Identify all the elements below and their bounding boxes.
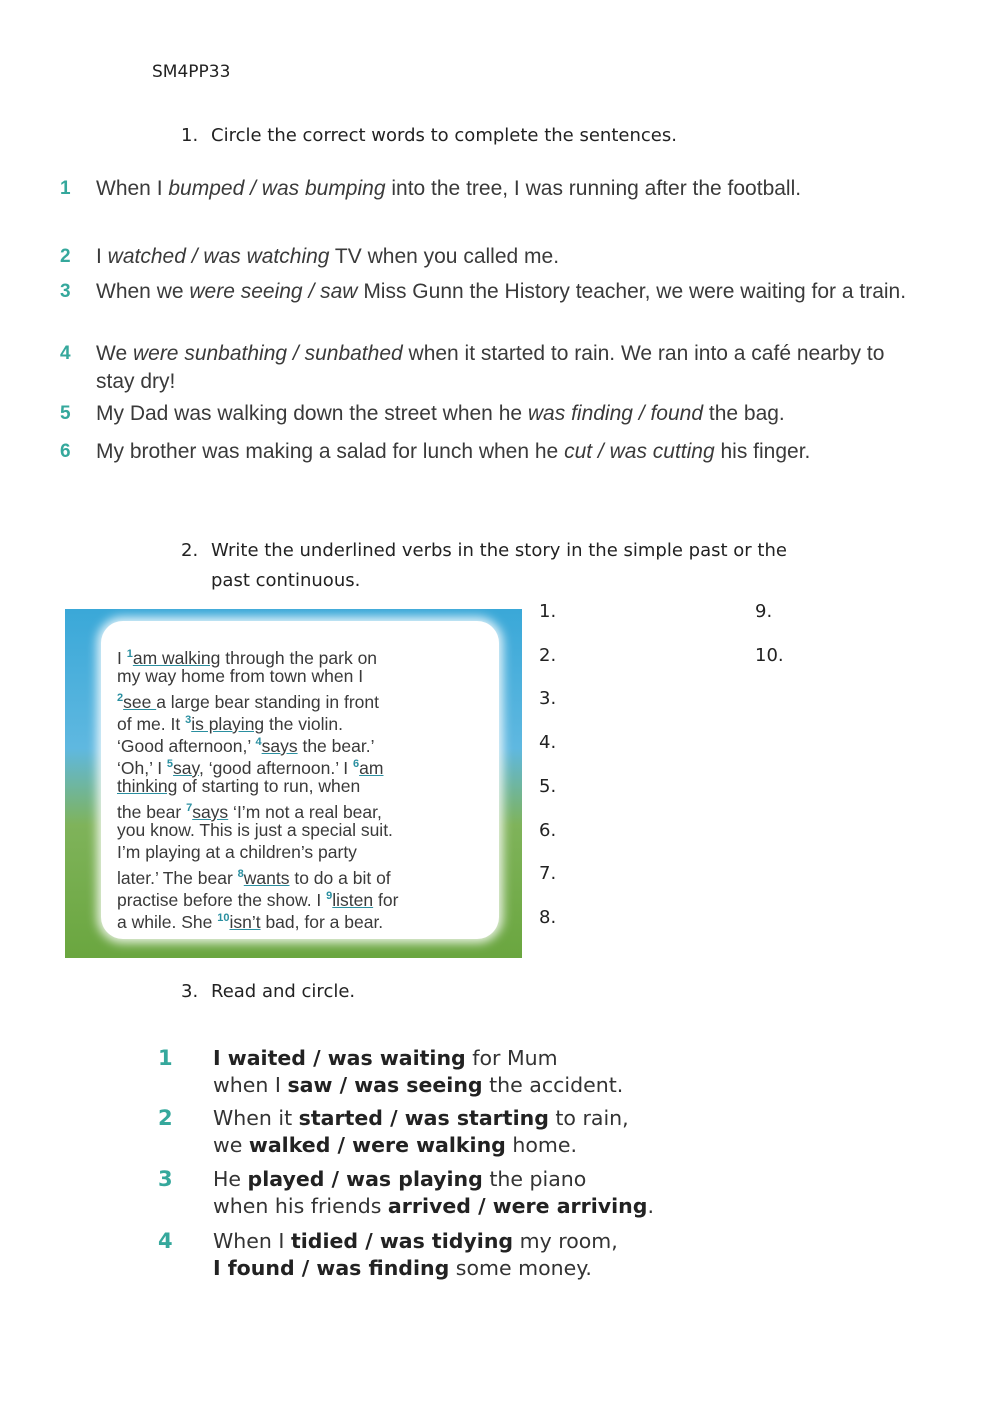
sentence-text: [96, 243, 926, 271]
story-line: [117, 665, 363, 687]
sentence-part: his finger.: [714, 440, 811, 463]
option-b[interactable]: sunbathed: [304, 342, 403, 365]
answer-blank-number[interactable]: 6.: [539, 819, 557, 841]
sentence-text: [96, 400, 926, 428]
plain-text: when his friends: [213, 1194, 388, 1218]
underlined-verb: am: [359, 757, 384, 778]
choice-options[interactable]: tidied / was tidying: [290, 1229, 514, 1253]
sentence-part: When I: [96, 177, 169, 200]
sentence-part: Miss Gunn the History teacher, we were waiting for a train.: [357, 280, 907, 303]
item-number: 2: [158, 1106, 173, 1130]
circle-item-text: [213, 1166, 933, 1220]
sentence-text: [96, 278, 926, 306]
plain-text: When I: [213, 1229, 291, 1253]
plain-text: When it: [213, 1106, 299, 1130]
choice-options[interactable]: played / was playing: [247, 1167, 483, 1191]
sentence-part: My brother was making a salad for lunch when he: [96, 440, 565, 463]
plain-text: we: [213, 1133, 249, 1157]
text-line: [213, 1132, 933, 1159]
underlined-verb: thinking: [117, 776, 178, 796]
story-text: ‘I’m not a real bear,: [228, 801, 382, 822]
story-text: bad, for a bear.: [260, 911, 384, 932]
story-line: [117, 775, 360, 797]
option-a[interactable]: were sunbathing: [132, 342, 288, 365]
underlined-verb: am walking: [132, 647, 221, 668]
plain-text: some money.: [449, 1256, 592, 1280]
sentence-text: [96, 438, 926, 466]
underlined-verb: says: [261, 735, 298, 756]
story-text: the violin.: [264, 713, 343, 734]
underlined-verb: say: [173, 757, 199, 778]
story-text: ‘Good afternoon,’: [117, 735, 256, 756]
verb-number: 8: [237, 868, 244, 880]
story-text: you know. This is just a special suit.: [117, 820, 393, 840]
sentence-part: the bag.: [703, 402, 785, 425]
story-text: the bear: [117, 801, 187, 822]
answer-blank-number[interactable]: 10.: [755, 644, 784, 666]
section1-instruction: [181, 125, 677, 146]
verb-number: 3: [185, 714, 192, 726]
option-b[interactable]: was watching: [203, 245, 330, 268]
plain-text: .: [647, 1194, 654, 1218]
option-separator: /: [302, 280, 321, 303]
story-text: I’m playing at a children’s party: [117, 842, 357, 862]
story-line: [117, 841, 357, 863]
underlined-verb: see: [123, 691, 157, 712]
choice-options[interactable]: walked / were walking: [248, 1133, 506, 1157]
plain-text: He: [213, 1167, 248, 1191]
item-number: 5: [60, 403, 71, 424]
verb-number: 10: [217, 912, 230, 924]
item-number: 6: [60, 441, 71, 462]
option-separator: /: [632, 402, 651, 425]
plain-text: when I: [213, 1073, 288, 1097]
text-line: [213, 1193, 933, 1220]
plain-text: to rain,: [548, 1106, 629, 1130]
text-line: [213, 1166, 933, 1193]
item-number: 3: [60, 281, 71, 302]
item-number: 4: [158, 1229, 173, 1253]
section1-instruction-text: Circle the correct words to complete the sentences.: [211, 125, 677, 146]
answer-blank-number[interactable]: 4.: [539, 732, 557, 754]
item-number: 2: [60, 246, 71, 267]
section2-instruction: [181, 540, 787, 561]
story-text: a while. She: [117, 911, 218, 932]
option-b[interactable]: found: [650, 402, 704, 425]
underlined-verb: isn’t: [229, 911, 261, 932]
story-text: I: [117, 647, 127, 668]
option-separator: /: [244, 177, 262, 200]
option-separator: /: [287, 342, 305, 365]
sentence-part: when it started to rain. We ran into a café nearby to stay dry!: [96, 342, 885, 393]
answer-blank-number[interactable]: 2.: [539, 644, 557, 666]
text-line: [213, 1072, 933, 1099]
story-text: a large bear standing in front: [156, 691, 379, 712]
document-code: SM4PP33: [152, 62, 231, 82]
choice-options[interactable]: I waited / was waiting: [213, 1046, 466, 1070]
section2-instruction-line1: Write the underlined verbs in the story in the simple past or the: [211, 540, 787, 561]
text-line: [213, 1255, 933, 1282]
plain-text: my room,: [513, 1229, 618, 1253]
answer-blank-number[interactable]: 5.: [539, 775, 557, 797]
option-separator: /: [185, 245, 204, 268]
section1-number: 1.: [181, 125, 199, 146]
answer-blank-number[interactable]: 9.: [755, 601, 773, 622]
sentence-text: [96, 175, 926, 203]
sentence-part: I: [96, 245, 108, 268]
answer-blank-number[interactable]: 7.: [539, 863, 557, 885]
option-a[interactable]: watched: [107, 245, 186, 268]
section2-instruction-line2: past continuous.: [211, 570, 361, 591]
sentence-part: We: [96, 342, 133, 365]
underlined-verb: is playing: [191, 713, 265, 734]
plain-text: home.: [505, 1133, 578, 1157]
story-card: [101, 621, 499, 939]
option-a[interactable]: cut: [564, 440, 593, 463]
verb-number: 1: [126, 648, 133, 660]
story-text: later.’ The bear: [117, 867, 238, 888]
option-a[interactable]: was finding: [527, 402, 633, 425]
verb-number: 9: [326, 890, 333, 902]
underlined-verb: says: [192, 801, 229, 822]
section3-number: 3.: [181, 981, 199, 1002]
choice-options[interactable]: saw / was seeing: [287, 1073, 483, 1097]
item-number: 4: [60, 343, 71, 364]
plain-text: for Mum: [465, 1046, 558, 1070]
sentence-part: My Dad was walking down the street when he: [96, 402, 528, 425]
option-b[interactable]: saw: [320, 280, 358, 303]
option-a[interactable]: bumped: [168, 177, 245, 200]
story-text: through the park on: [220, 647, 378, 668]
story-line: [117, 907, 383, 933]
story-text: my way home from town when I: [117, 666, 364, 686]
text-line: [213, 1105, 933, 1132]
story-text: ‘Oh,’ I: [117, 757, 167, 778]
item-number: 3: [158, 1167, 173, 1191]
plain-text: the piano: [482, 1167, 587, 1191]
verb-number: 2: [117, 692, 124, 704]
story-text: practise before the show. I: [117, 889, 327, 910]
circle-item-text: [213, 1228, 933, 1282]
sentence-part: TV when you called me.: [329, 245, 560, 268]
choice-options[interactable]: arrived / were arriving: [387, 1194, 648, 1218]
choice-options[interactable]: I found / was finding: [213, 1256, 450, 1280]
underlined-verb: wants: [243, 867, 290, 888]
text-line: [213, 1045, 933, 1072]
story-line: [117, 819, 393, 841]
verb-number: 7: [186, 802, 193, 814]
story-text: of starting to run, when: [177, 776, 361, 796]
story-text: of me. It: [117, 713, 186, 734]
section3-instruction: [181, 981, 355, 1002]
sentence-part: into the tree, I was running after the football.: [385, 177, 802, 200]
story-text: to do a bit of: [289, 867, 391, 888]
option-a[interactable]: were seeing: [189, 280, 303, 303]
circle-item-text: [213, 1045, 933, 1099]
item-number: 1: [158, 1046, 173, 1070]
section3-instruction-text: Read and circle.: [211, 981, 356, 1002]
answer-blank-number[interactable]: 1.: [539, 601, 557, 622]
section2-number: 2.: [181, 540, 199, 561]
text-line: [213, 1228, 933, 1255]
item-number: 1: [60, 178, 71, 199]
sentence-part: When we: [96, 280, 190, 303]
verb-number: 5: [166, 758, 174, 770]
verb-number: 6: [353, 758, 360, 770]
answer-blank-number[interactable]: 8.: [539, 906, 557, 928]
sentence-text: [96, 340, 926, 396]
choice-options[interactable]: started / was starting: [298, 1106, 549, 1130]
story-text: for: [373, 889, 399, 910]
plain-text: the accident.: [482, 1073, 624, 1097]
answer-blank-number[interactable]: 3.: [539, 688, 557, 710]
option-separator: /: [592, 440, 610, 463]
verb-number: 4: [255, 736, 262, 748]
story-text: , ‘good afternoon.’ I: [198, 757, 354, 778]
option-b[interactable]: was bumping: [261, 177, 386, 200]
circle-item-text: [213, 1105, 933, 1159]
story-image: [65, 609, 522, 958]
story-text: the bear.’: [297, 735, 375, 756]
underlined-verb: listen: [332, 889, 374, 910]
option-b[interactable]: was cutting: [609, 440, 715, 463]
